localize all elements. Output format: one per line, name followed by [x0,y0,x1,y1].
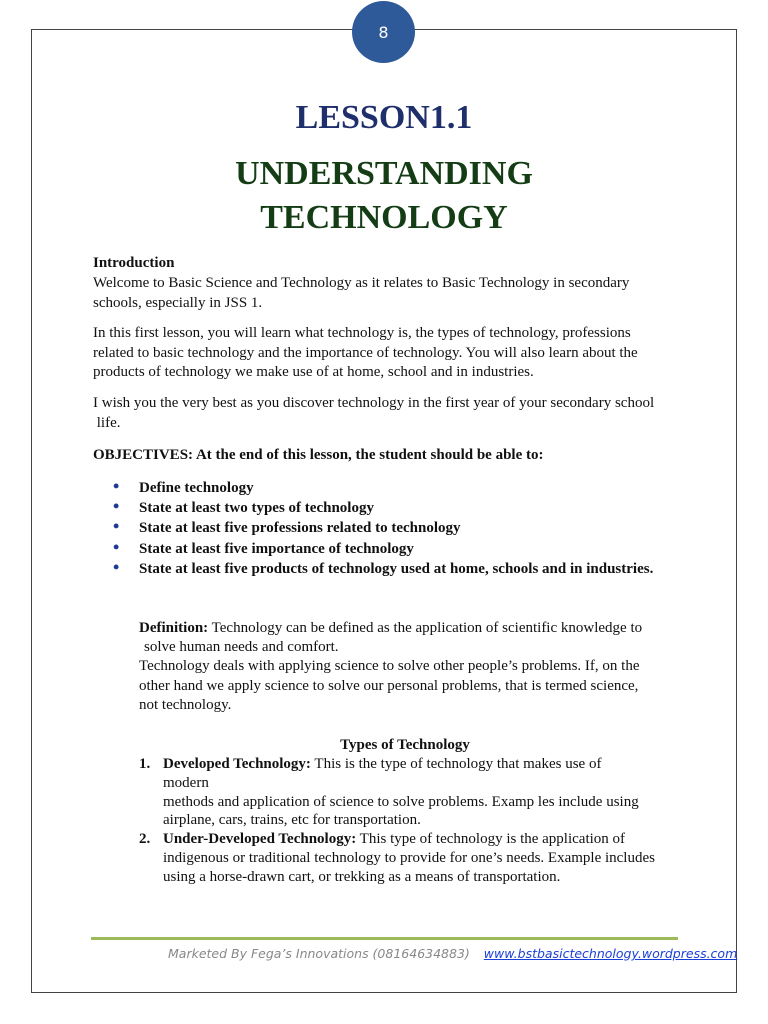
bullet-icon: • [113,556,120,577]
list-item [93,478,653,498]
text-line [163,755,674,774]
item-number: 2. [139,831,151,848]
page-number: 8 [378,22,389,42]
text-line: Welcome to Basic Science and Technology as it relates to Basic Technology in secondary [93,275,630,291]
text-line: Technology deals with applying science to solve other people’s problems. If, on the [139,658,640,675]
type-title: Under-Developed Technology: [163,831,357,848]
footer-rule [91,937,678,940]
objectives-heading: OBJECTIVES: At the end of this lesson, the student should be able to: [93,447,544,463]
introduction-heading: Introduction [93,255,175,271]
objective-text: State at least five professions related to technology [139,520,461,537]
text-line: solve human needs and comfort. [144,639,339,656]
list-item [93,518,653,538]
bullet-icon: • [113,496,120,517]
type-text: This is the type of technology that makes use of [310,756,602,772]
footer-marketed-by: Marketed By Fega’s Innovations (08164634883) [168,946,470,961]
main-title-line2: TECHNOLOGY [260,199,508,236]
definition-text: Technology can be defined as the application of scientific knowledge to [208,620,643,636]
lesson-title: LESSON1.1 [295,99,473,136]
definition-block [139,619,669,715]
type-title: Developed Technology: [163,756,311,772]
text-line: modern [163,774,209,791]
text-line [139,619,669,638]
list-item [93,498,653,518]
objective-text: State at least two types of technology [139,500,374,517]
intro-paragraph-3 [93,394,683,433]
definition-label: Definition: [139,620,209,636]
intro-paragraph-1 [93,274,683,313]
intro-paragraph-2 [93,324,683,383]
text-line: not technology. [139,696,232,713]
list-item [93,556,654,579]
list-item [139,755,674,830]
type-text: This type of technology is the application of [356,831,626,848]
text-line: products of technology we make use of at home, school and in industries. [93,364,534,380]
bullet-icon: • [113,516,120,537]
text-line: using a horse-drawn cart, or trekking as a means of transportation. [163,868,561,885]
text-line: In this first lesson, you will learn what technology is, the types of technology, professions [93,325,631,341]
text-line: other hand we apply science to solve our personal problems, that is termed science, [139,677,639,694]
bullet-icon: • [113,476,120,496]
types-list [139,755,674,887]
footer-website-link[interactable]: www.bstbasictechnology.wordpress.com [483,946,738,961]
types-heading: Types of Technology [340,737,470,753]
footer [168,946,737,961]
bullet-icon: • [113,536,120,557]
list-item [139,830,674,886]
text-line: airplane, cars, trains, etc for transportation. [163,812,421,829]
list-item [93,536,653,559]
text-line: schools, especially in JSS 1. [93,294,263,311]
objective-text: State at least five importance of technology [139,540,414,557]
text-line: life. [93,414,121,431]
objectives-list [93,478,653,579]
item-number: 1. [139,756,151,772]
text-line: methods and application of science to solve problems. Examp les include using [163,793,639,810]
text-line: I wish you the very best as you discover technology in the first year of your secondary school [93,395,655,411]
text-line: indigenous or traditional technology to provide for one’s needs. Example includes [163,849,655,866]
page-number-badge [352,1,415,63]
main-title-line1: UNDERSTANDING [235,155,533,192]
main-title [0,152,768,240]
objective-text: State at least five products of technology used at home, schools and in industries. [139,560,654,577]
text-line [163,830,674,849]
objective-text: Define technology [139,480,254,496]
text-line: related to basic technology and the importance of technology. You will also learn about the [93,344,638,361]
